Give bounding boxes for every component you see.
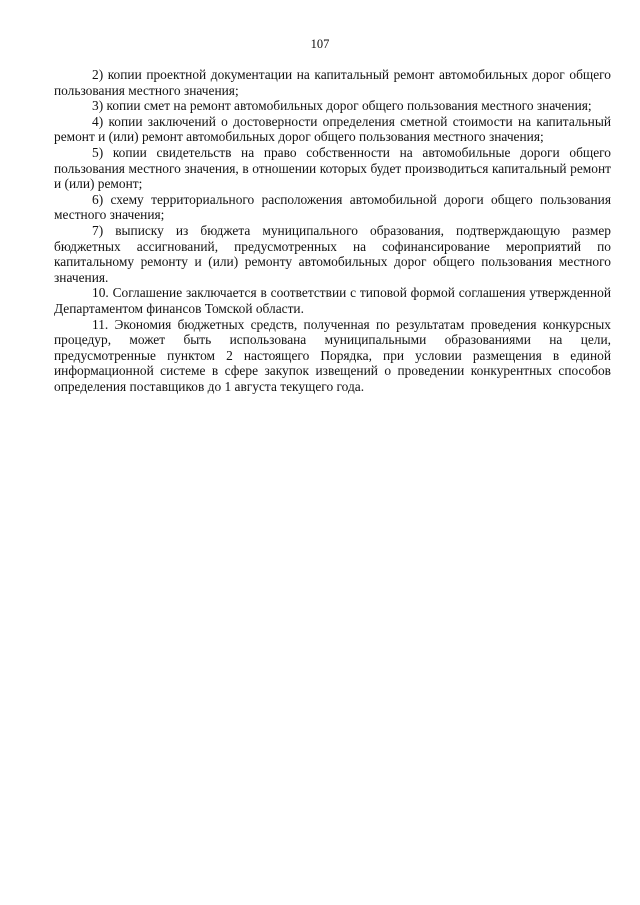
- list-item-3-estimates: 3) копии смет на ремонт автомобильных дорог общего пользования местного значения;: [92, 98, 592, 114]
- page-number: 107: [310, 37, 330, 51]
- list-item-5-ownership-certificates: 5) копии свидетельств на право собственности на автомобильные дороги общего пользования местного значения, в отношении которых будет производиться капитальный ремонт и (или) ремонт;: [54, 144, 611, 192]
- list-item-7-budget-extract: 7) выписку из бюджета муниципального образования, подтверждающую размер бюджетных ассигнований, предусмотренных на софинансирование мероприятий по капитальному ремонту и (или) ремонту автомобильных дорог общего пользования местного значения.: [54, 222, 611, 285]
- list-item-2-project-documentation: 2) копии проектной документации на капитальный ремонт автомобильных дорог общего пользования местного значения;: [54, 67, 611, 98]
- clause-10-agreement: 10. Соглашение заключается в соответствии с типовой формой соглашения утвержденной Департаментом финансов Томской области.: [54, 285, 611, 316]
- document-body: [54, 67, 611, 394]
- list-item-6-location-scheme: 6) схему территориального расположения автомобильной дороги общего пользования местного значения;: [54, 191, 611, 223]
- clause-11-budget-savings: 11. Экономия бюджетных средств, полученная по результатам проведения конкурсных процедур, может быть использована муниципальными образованиями на цели, предусмотренные пунктом 2 настоящего Порядка, при условии размещения в единой информационной системе в сфере закупок извещений о проведении конкурентных способов определения поставщиков до 1 августа текущего года.: [54, 316, 611, 394]
- list-item-4-conclusions: 4) копии заключений о достоверности определения сметной стоимости на капитальный ремонт и (или) ремонт автомобильных дорог общего пользования местного значения;: [54, 113, 611, 145]
